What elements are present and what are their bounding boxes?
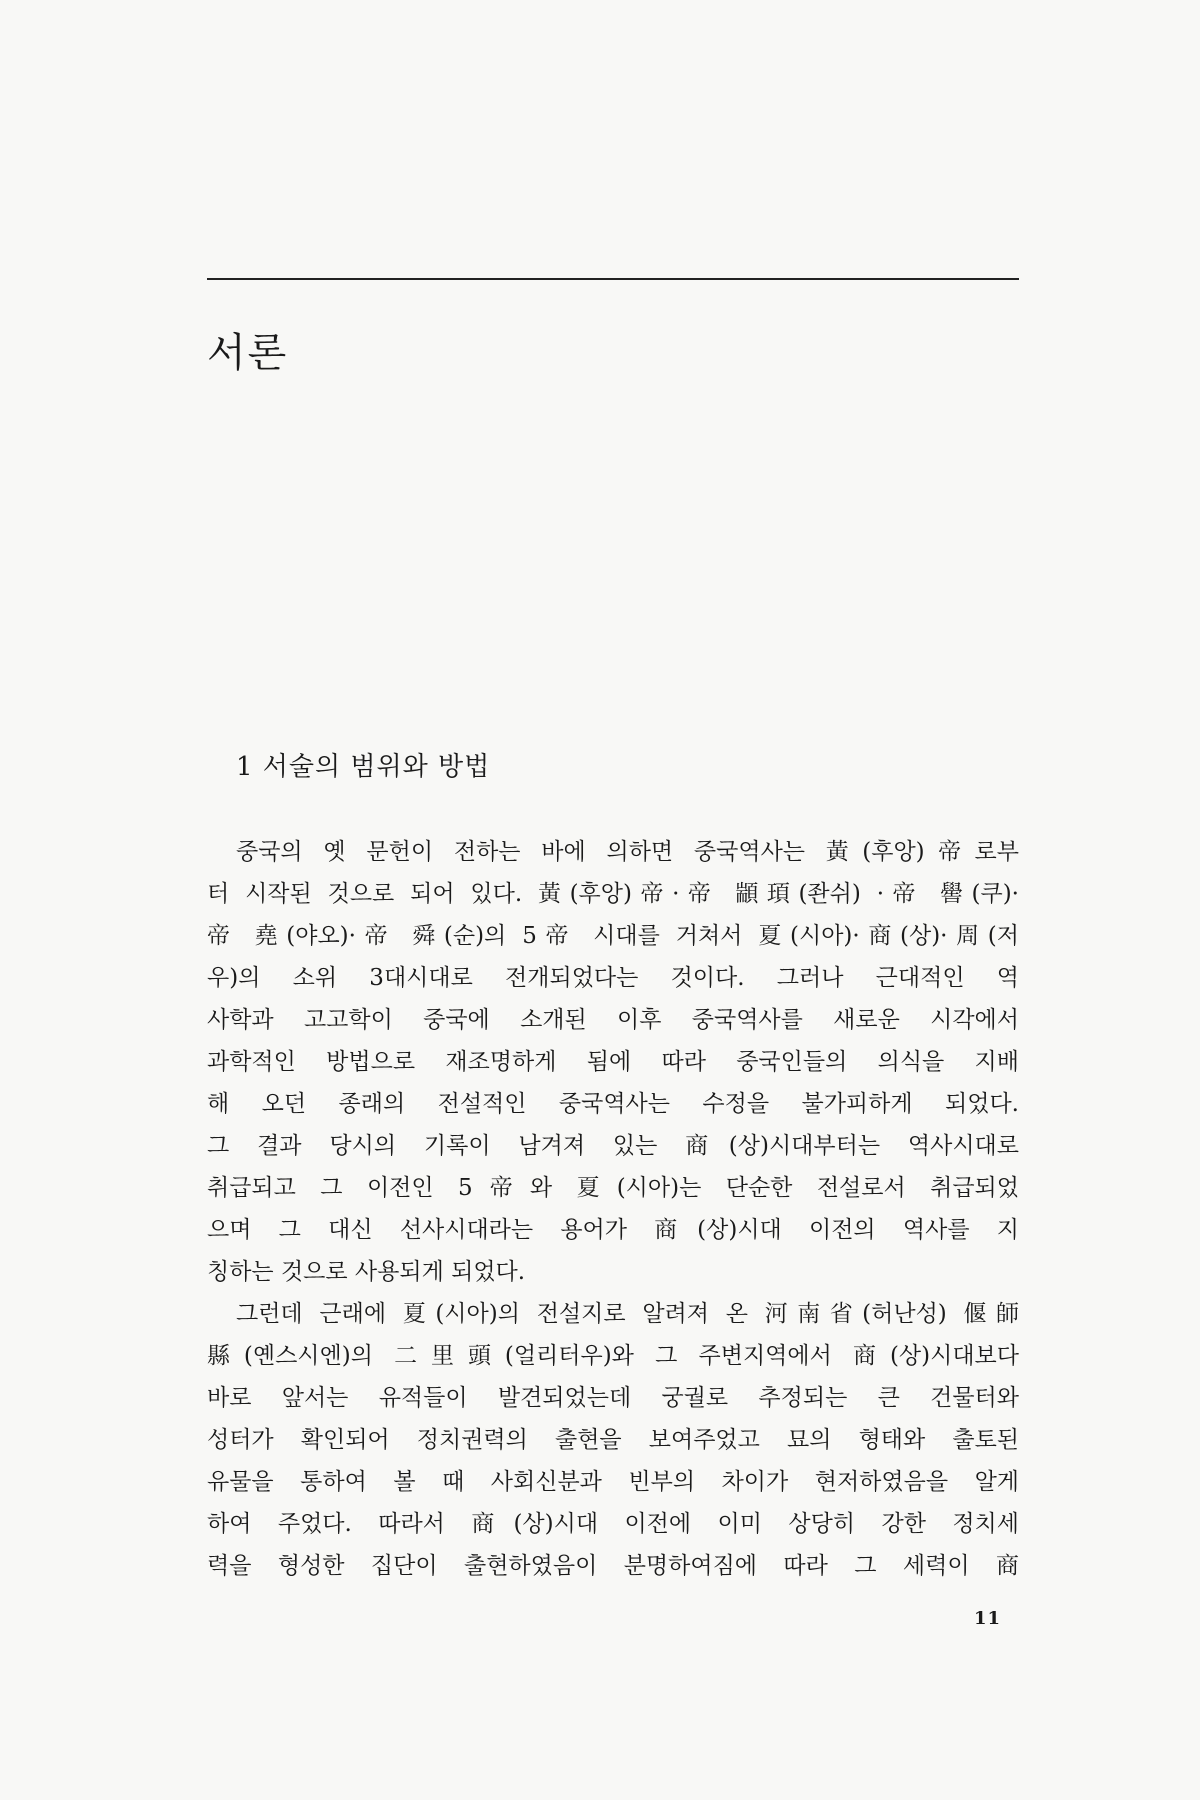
text-line: 해 오던 종래의 전설적인 중국역사는 수정을 불가피하게 되었다. [207,1091,1019,1117]
text-line: 터 시작된 것으로 되어 있다. 黃(후앙)帝·帝 顓頊(좐쉬) ·帝 嚳(쿠)· [207,881,1019,907]
text-line: 과학적인 방법으로 재조명하게 됨에 따라 중국인들의 의식을 지배 [207,1049,1019,1075]
text-line: 유물을 통하여 볼 때 사회신분과 빈부의 차이가 현저하였음을 알게 [207,1469,1019,1495]
text-line: 하여 주었다. 따라서 商(상)시대 이전에 이미 상당히 강한 정치세 [207,1511,1019,1537]
text-line: 성터가 확인되어 정치권력의 출현을 보여주었고 묘의 형태와 출토된 [207,1427,1019,1453]
text-line: 그런데 근래에 夏(시아)의 전설지로 알려져 온 河南省(허난성) 偃師 [236,1301,1019,1327]
paragraph [207,831,1019,1293]
paragraph [207,1293,1019,1587]
text-line: 우)의 소위 3대시대로 전개되었다는 것이다. 그러나 근대적인 역 [207,965,1019,991]
section-heading: 1 서술의 범위와 방법 [236,752,491,782]
text-line: 중국의 옛 문헌이 전하는 바에 의하면 중국역사는 黃(후앙)帝로부 [236,839,1019,865]
text-line: 縣(옌스시엔)의 二里頭(얼리터우)와 그 주변지역에서 商(상)시대보다 [207,1343,1019,1369]
text-line: 그 결과 당시의 기록이 남겨져 있는 商(상)시대부터는 역사시대로 [207,1133,1019,1159]
text-line: 취급되고 그 이전인 5帝와 夏(시아)는 단순한 전설로서 취급되었 [207,1175,1019,1201]
page-number: 11 [974,1608,1002,1629]
chapter-rule [207,278,1019,280]
text-line: 력을 형성한 집단이 출현하였음이 분명하여짐에 따라 그 세력이 商 [207,1553,1019,1579]
text-line: 바로 앞서는 유적들이 발견되었는데 궁궐로 추정되는 큰 건물터와 [207,1385,1019,1411]
text-line: 帝 堯(야오)·帝 舜(순)의 5帝 시대를 거쳐서 夏(시아)·商(상)·周(저 [207,923,1019,949]
text-line: 으며 그 대신 선사시대라는 용어가 商(상)시대 이전의 역사를 지 [207,1217,1019,1243]
chapter-title: 서론 [207,329,289,376]
text-line: 사학과 고고학이 중국에 소개된 이후 중국역사를 새로운 시각에서 [207,1007,1019,1033]
text-line: 칭하는 것으로 사용되게 되었다. [207,1259,526,1285]
body-text [207,831,1019,1587]
